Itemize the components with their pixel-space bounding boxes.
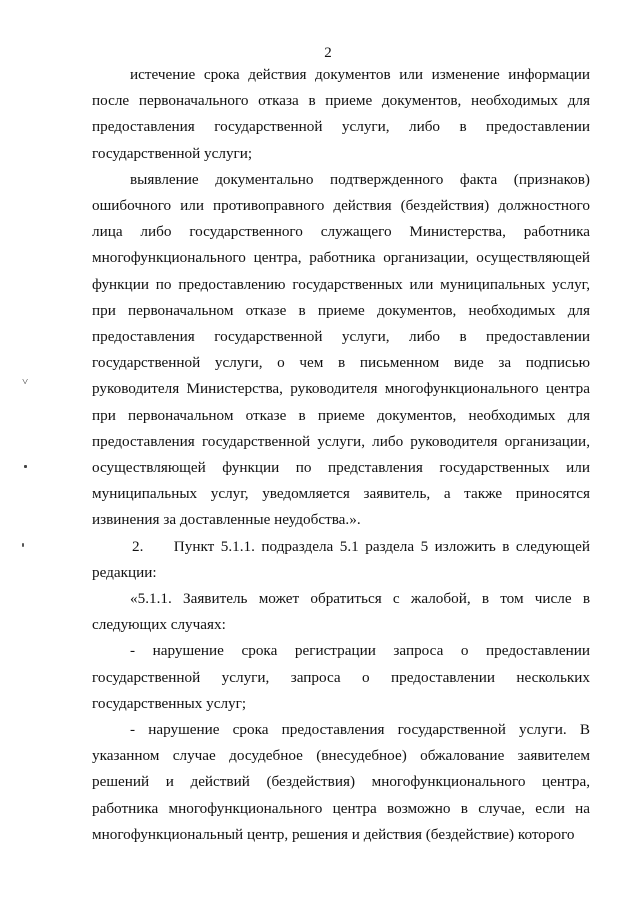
paragraph-item-2: 2. Пункт 5.1.1. подраздела 5.1 раздела 5 изложить в следующей редакции:	[92, 537, 590, 581]
scan-mark-check: ˅	[22, 376, 29, 388]
paragraph-complaint-cases: «5.1.1. Заявитель может обратиться с жалобой, в том числе в следующих случаях:	[92, 590, 590, 634]
page-number: 2	[324, 45, 332, 61]
paragraph-document-expiry: истечение срока действия документов или изменение информации после первоначального отказа в приеме документов, необходимых для предоставления государственной услуги, либо в предоставлении государственной услуги;	[92, 66, 590, 162]
list-item-registration-violation: - нарушение срока регистрации запроса о предоставлении государственной услуги, запроса о предоставлении нескольких государственных услуг;	[92, 642, 590, 712]
scan-dot	[22, 543, 24, 547]
scan-dot	[24, 465, 27, 468]
list-item-service-term-violation: - нарушение срока предоставления государственной услуги. В указанном случае досудебное (внесудебное) обжалование заявителем решений и действий (бездействия) многофункционального центра, работника многофункционального центра возможно в случае, если на многофункциональный центр, решения и действия (бездействие) которого	[92, 721, 590, 843]
paragraph-error-detection: выявление документально подтвержденного факта (признаков) ошибочного или противоправного действия (бездействия) должностного лица либо государственного служащего Министерства, работника многофункционального центра, работника организации, осуществляющей функции по предоставлению государственных или муниципальных услуг, при первоначальном отказе в приеме документов, необходимых для предоставления государственной услуги, либо в предоставлении государственной услуги, о чем в письменном виде за подписью руководителя Министерства, руководителя многофункционального центра при первоначальном отказе в приеме документов, необходимых для предоставления государственной услуги, либо руководителя организации, осуществляющей функции по представления государственных или муниципальных услуг, уведомляется заявитель, а также приносятся извинения за доставленные неудобства.».	[92, 170, 590, 529]
document-body	[92, 62, 590, 848]
